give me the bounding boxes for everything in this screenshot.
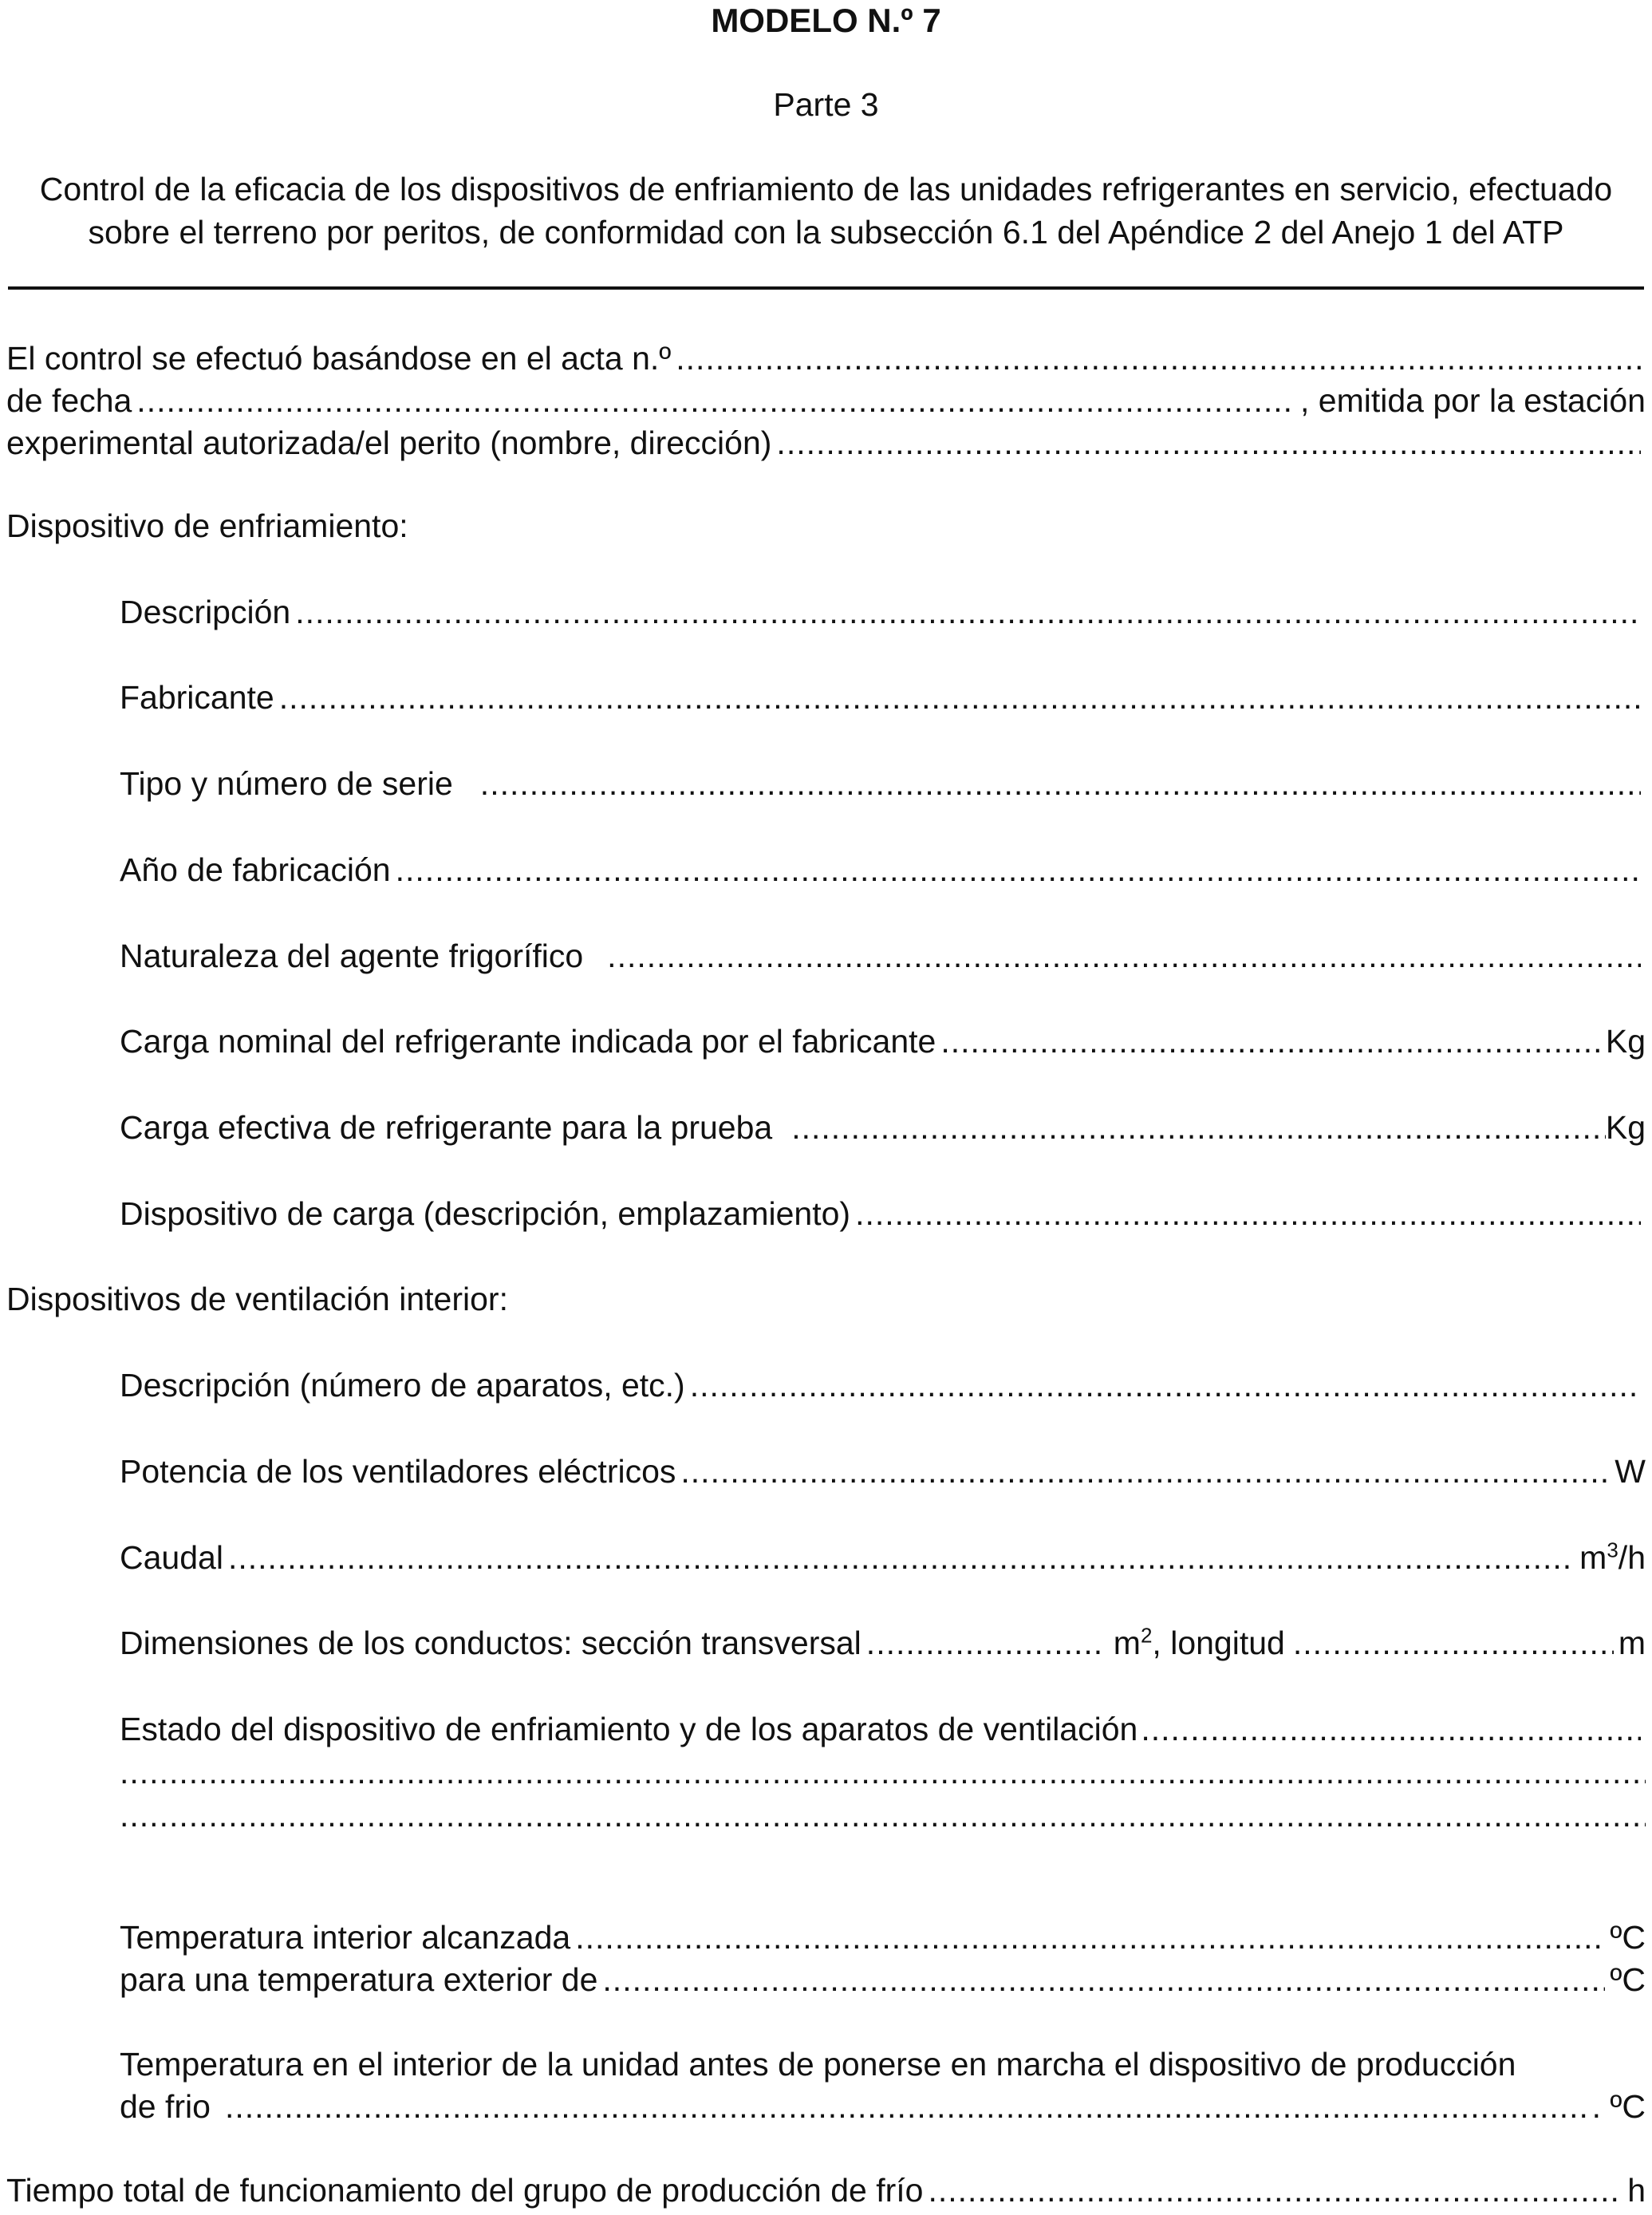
duct-length-unit: m xyxy=(1618,1625,1646,1661)
state-row-2 xyxy=(120,1752,1646,1792)
ventilation-heading xyxy=(6,1279,1646,1319)
fan-power-unit: W xyxy=(1615,1453,1646,1490)
type-serial-field[interactable] xyxy=(480,764,1641,803)
refrigerant-nature-row xyxy=(120,936,1646,976)
ventilation-heading-text: Dispositivos de ventilación interior: xyxy=(6,1281,508,1317)
duct-section-unit-base: m xyxy=(1113,1625,1141,1661)
cooling-description-label: Descripción xyxy=(120,594,291,630)
exterior-temp-unit: ºC xyxy=(1610,1961,1646,1998)
ducts-label: Dimensiones de los conductos: sección transversal xyxy=(120,1625,861,1661)
intro-act-number xyxy=(6,338,1646,378)
before-start-field[interactable] xyxy=(225,2087,1587,2126)
fan-power-field[interactable] xyxy=(680,1451,1610,1491)
manufacturer-field[interactable] xyxy=(279,677,1641,717)
intro-date-suffix: , emitida por la estación xyxy=(1299,382,1646,419)
act-number-field[interactable] xyxy=(676,338,1641,378)
form-subtitle: Parte 3 xyxy=(773,86,879,123)
intro-date xyxy=(6,381,1646,420)
type-serial-label: Tipo y número de serie xyxy=(120,765,453,802)
interior-temp-label: Temperatura interior alcanzada xyxy=(120,1919,571,1956)
before-start-row-2 xyxy=(120,2087,1646,2126)
manufacturer-row xyxy=(120,677,1646,717)
manufacturer-label: Fabricante xyxy=(120,679,274,716)
intro-act-label: El control se efectuó basándose en el acta n.º xyxy=(6,340,672,377)
cooling-device-heading xyxy=(6,506,1646,546)
before-start-label: Temperatura en el interior de la unidad antes de ponerse en marcha el dispositivo de producción xyxy=(120,2046,1516,2083)
duct-length-label: , longitud xyxy=(1152,1625,1285,1661)
state-field-3[interactable] xyxy=(120,1795,1646,1835)
nominal-charge-field[interactable] xyxy=(940,1021,1601,1061)
ventilation-description-row xyxy=(120,1365,1646,1405)
total-time-row xyxy=(6,2170,1646,2210)
exterior-temp-field[interactable] xyxy=(602,1960,1605,2000)
charge-device-label: Dispositivo de carga (descripción, emplazamiento) xyxy=(120,1195,851,1232)
duct-section-unit xyxy=(1114,1623,1285,1663)
charge-device-field[interactable] xyxy=(855,1194,1641,1234)
fan-power-label: Potencia de los ventiladores eléctricos xyxy=(120,1453,676,1490)
intro-date-label: de fecha xyxy=(6,382,132,419)
cooling-device-heading-text: Dispositivo de enfriamiento: xyxy=(6,507,408,544)
state-row xyxy=(120,1709,1646,1749)
duct-length-field[interactable] xyxy=(1293,1623,1614,1663)
nominal-charge-row xyxy=(120,1021,1646,1061)
intro-expert xyxy=(6,423,1646,463)
effective-charge-field[interactable] xyxy=(791,1108,1606,1147)
date-field[interactable] xyxy=(136,381,1295,420)
state-field-2[interactable] xyxy=(120,1752,1646,1792)
state-row-3 xyxy=(120,1795,1646,1835)
total-time-unit: h xyxy=(1627,2172,1646,2209)
form-description xyxy=(0,168,1652,254)
interior-temp-field[interactable] xyxy=(575,1917,1605,1957)
nominal-charge-unit: Kg xyxy=(1605,1023,1646,1060)
effective-charge-row xyxy=(120,1108,1646,1147)
exterior-temp-label: para una temperatura exterior de xyxy=(120,1961,598,1998)
duct-section-unit-exponent: 2 xyxy=(1140,1623,1153,1648)
cooling-description-field[interactable] xyxy=(295,592,1641,632)
cooling-description-row xyxy=(120,592,1646,632)
fan-power-row xyxy=(120,1451,1646,1491)
interior-temp-row xyxy=(120,1917,1646,1957)
type-serial-row xyxy=(120,764,1646,803)
nominal-charge-label: Carga nominal del refrigerante indicada por el fabricante xyxy=(120,1023,936,1060)
state-field-1[interactable] xyxy=(1141,1709,1641,1749)
refrigerant-nature-label: Naturaleza del agente frigorífico xyxy=(120,938,584,974)
year-field[interactable] xyxy=(396,850,1641,890)
flow-label: Caudal xyxy=(120,1539,223,1576)
ventilation-description-field[interactable] xyxy=(690,1365,1641,1405)
form-title: MODELO N.º 7 xyxy=(711,2,941,39)
flow-unit-exponent: 3 xyxy=(1607,1538,1618,1562)
intro-expert-label: experimental autorizada/el perito (nombre, dirección) xyxy=(6,424,772,461)
flow-unit-tail: /h xyxy=(1618,1539,1646,1576)
duct-section-field[interactable] xyxy=(866,1623,1106,1663)
effective-charge-unit: Kg xyxy=(1605,1109,1646,1146)
interior-temp-unit: ºC xyxy=(1610,1919,1646,1956)
header-divider xyxy=(8,286,1644,290)
flow-unit-base: m xyxy=(1579,1539,1607,1576)
state-label: Estado del dispositivo de enfriamiento y de los aparatos de ventilación xyxy=(120,1711,1138,1747)
ducts-row xyxy=(120,1623,1646,1663)
refrigerant-nature-field[interactable] xyxy=(607,936,1641,976)
year-row xyxy=(120,850,1646,890)
description-line-1: Control de la eficacia de los dispositivos de enfriamiento de las unidades refrigerantes en servicio, efectuado xyxy=(39,171,1613,207)
year-label: Año de fabricación xyxy=(120,851,391,888)
flow-row xyxy=(120,1538,1646,1577)
flow-field[interactable] xyxy=(228,1538,1575,1577)
charge-device-row xyxy=(120,1194,1646,1234)
total-time-label: Tiempo total de funcionamiento del grupo de producción de frío xyxy=(6,2172,924,2209)
total-time-field[interactable] xyxy=(928,2170,1622,2210)
exterior-temp-row xyxy=(120,1960,1646,2000)
ventilation-description-label: Descripción (número de aparatos, etc.) xyxy=(120,1367,685,1404)
before-start-label-2: de frio xyxy=(120,2088,211,2125)
before-start-row xyxy=(120,2044,1646,2084)
before-start-unit: . ºC xyxy=(1591,2088,1646,2125)
flow-unit xyxy=(1579,1538,1646,1577)
description-line-2: sobre el terreno por peritos, de conformidad con la subsección 6.1 del Apéndice 2 del Anejo 1 del ATP xyxy=(88,214,1564,251)
effective-charge-label: Carga efectiva de refrigerante para la prueba xyxy=(120,1109,773,1146)
expert-field[interactable] xyxy=(776,423,1641,463)
